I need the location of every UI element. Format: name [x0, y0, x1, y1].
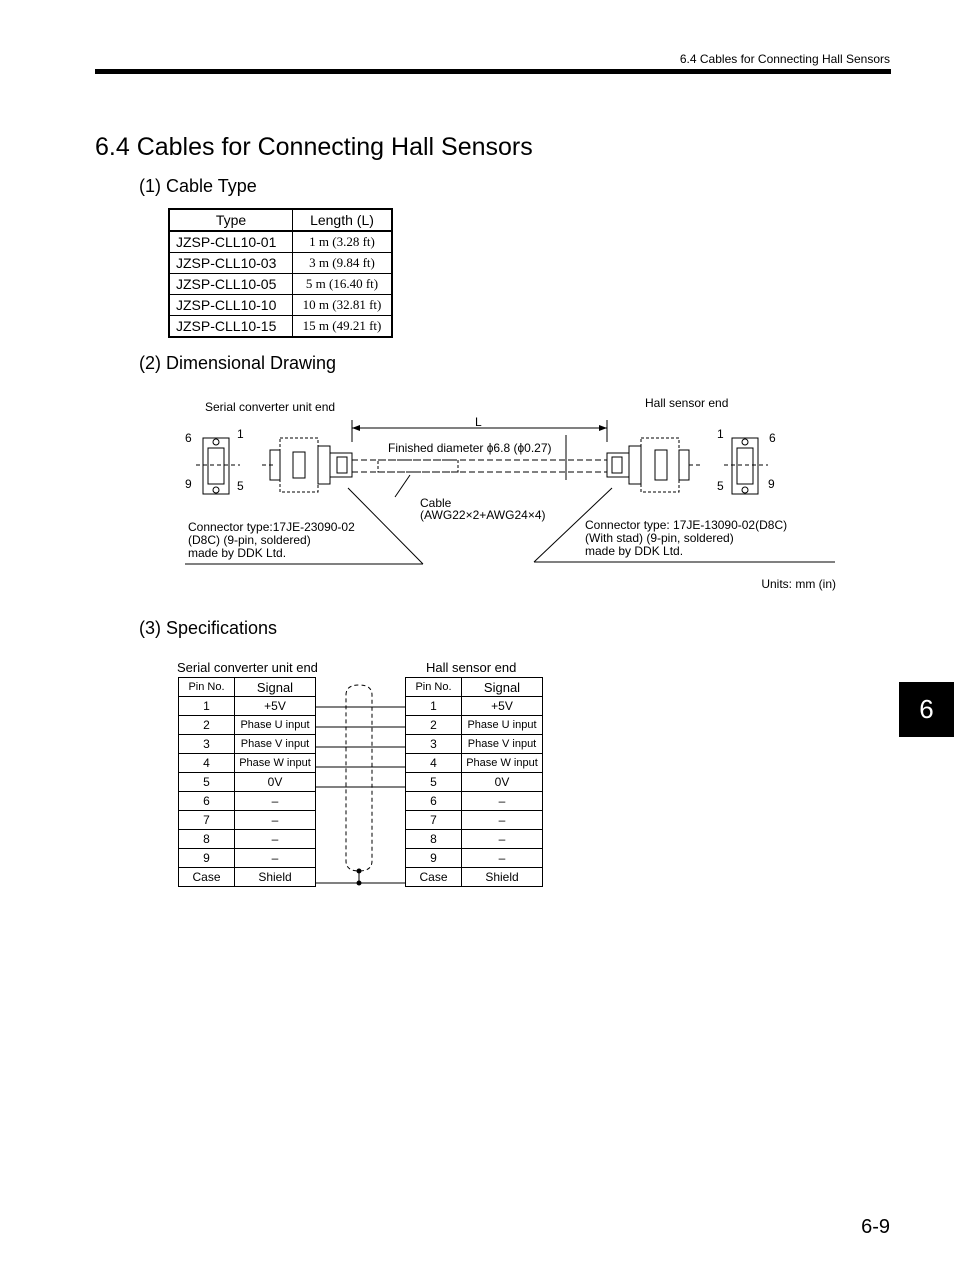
cell-type: JZSP-CLL10-15	[169, 316, 293, 338]
cell-pin: Case	[406, 868, 462, 887]
right-clamp	[612, 457, 622, 473]
cell-signal: +5V	[462, 697, 543, 716]
table-row	[179, 811, 316, 830]
cell-pin: 8	[179, 830, 235, 849]
page-title: 6.4 Cables for Connecting Hall Sensors	[95, 133, 533, 161]
right-shell-window	[655, 450, 667, 480]
table-row	[179, 716, 316, 735]
table-row	[406, 868, 543, 887]
table-row	[179, 849, 316, 868]
pin-label: 1	[717, 427, 724, 441]
cell-length: 1 m (3.28 ft)	[293, 231, 393, 253]
screw-icon	[213, 439, 219, 445]
table-row	[179, 754, 316, 773]
pin-label: 6	[185, 431, 192, 445]
cell-signal: Phase W input	[235, 754, 316, 773]
table-row	[406, 792, 543, 811]
table-row	[179, 773, 316, 792]
diameter-label: Finished diameter ϕ6.8 (ϕ0.27)	[388, 441, 552, 455]
pin-label: 5	[237, 479, 244, 493]
table-row	[406, 716, 543, 735]
table-row	[406, 773, 543, 792]
table-row	[169, 253, 392, 274]
cell-length: 15 m (49.21 ft)	[293, 316, 393, 338]
cable-leader	[395, 475, 410, 497]
left-signal-table	[178, 677, 316, 887]
table-row	[406, 830, 543, 849]
arrow-left	[352, 425, 360, 431]
left-hood	[318, 446, 330, 484]
right-shell-front	[679, 450, 689, 480]
right-connector-label-2: (With stad) (9-pin, soldered)	[585, 531, 734, 545]
cell-signal: –	[235, 830, 316, 849]
table-row	[406, 754, 543, 773]
cell-signal: Phase W input	[462, 754, 543, 773]
screw-icon	[742, 487, 748, 493]
cable-sheath	[378, 460, 458, 472]
section-cable-type: (1) Cable Type	[139, 176, 257, 196]
hall-end-label: Hall sensor end	[645, 396, 729, 410]
right-connector-face	[732, 438, 758, 494]
pin-label: 9	[768, 477, 775, 491]
cell-pin: 6	[179, 792, 235, 811]
cell-pin: 3	[179, 735, 235, 754]
units-label: Units: mm (in)	[761, 577, 836, 591]
left-connector-label-1: Connector type:17JE-23090-02	[188, 520, 355, 534]
cell-pin: 2	[179, 716, 235, 735]
screw-icon	[742, 439, 748, 445]
wiring-diagram	[316, 677, 405, 897]
cell-pin: 6	[406, 792, 462, 811]
cell-type: JZSP-CLL10-03	[169, 253, 293, 274]
junction-dot	[357, 869, 362, 874]
table-row	[406, 735, 543, 754]
chapter-tab: 6	[899, 682, 954, 737]
section-specifications: (3) Specifications	[139, 618, 278, 638]
cell-signal: Phase V input	[235, 735, 316, 754]
cell-signal: 0V	[462, 773, 543, 792]
cell-pin: 4	[179, 754, 235, 773]
table-row	[179, 868, 316, 887]
cable-type-table	[168, 208, 393, 338]
left-connector-face	[203, 438, 229, 494]
cell-pin: 7	[179, 811, 235, 830]
left-pin-block	[208, 448, 224, 484]
cell-pin: 2	[406, 716, 462, 735]
right-connector-label-3: made by DDK Ltd.	[585, 544, 684, 558]
header-signal: Signal	[462, 678, 543, 697]
cell-length: 5 m (16.40 ft)	[293, 274, 393, 295]
table-row	[179, 735, 316, 754]
cell-signal: –	[462, 792, 543, 811]
cell-signal: Phase U input	[235, 716, 316, 735]
cell-type: JZSP-CLL10-10	[169, 295, 293, 316]
running-head: 6.4 Cables for Connecting Hall Sensors	[679, 52, 890, 66]
cell-pin: 1	[406, 697, 462, 716]
table-row	[169, 295, 392, 316]
header-length: Length (L)	[293, 209, 393, 231]
cell-pin: 8	[406, 830, 462, 849]
cell-signal: –	[235, 811, 316, 830]
cell-pin: 1	[179, 697, 235, 716]
cell-pin: 9	[179, 849, 235, 868]
cell-pin: Case	[179, 868, 235, 887]
cell-signal: 0V	[235, 773, 316, 792]
length-label: L	[475, 415, 482, 429]
pin-label: 9	[185, 477, 192, 491]
shield-loop	[346, 685, 372, 871]
table-row	[179, 830, 316, 849]
right-shell	[641, 438, 679, 492]
right-pin-block	[737, 448, 753, 484]
cell-pin: 4	[406, 754, 462, 773]
table-row	[179, 697, 316, 716]
cable-label-2: (AWG22×2+AWG24×4)	[420, 508, 546, 522]
header-type: Type	[169, 209, 293, 231]
cell-signal: Shield	[462, 868, 543, 887]
cell-pin: 5	[179, 773, 235, 792]
pin-label: 1	[237, 427, 244, 441]
table-header-row	[179, 678, 316, 697]
left-clamp	[337, 457, 347, 473]
cell-signal: +5V	[235, 697, 316, 716]
table-row	[406, 849, 543, 868]
cell-signal: –	[235, 792, 316, 811]
table-row	[169, 231, 392, 253]
cell-signal: –	[462, 830, 543, 849]
cell-signal: Shield	[235, 868, 316, 887]
left-callout-leader	[348, 488, 423, 564]
cell-type: JZSP-CLL10-05	[169, 274, 293, 295]
table-row	[406, 697, 543, 716]
spec-right-label: Hall sensor end	[426, 660, 517, 675]
cell-length: 10 m (32.81 ft)	[293, 295, 393, 316]
left-shell-window	[293, 452, 305, 478]
pin-label: 5	[717, 479, 724, 493]
header-rule	[95, 69, 891, 74]
screw-icon	[213, 487, 219, 493]
header-signal: Signal	[235, 678, 316, 697]
left-connector-label-2: (D8C) (9-pin, soldered)	[188, 533, 311, 547]
cell-length: 3 m (9.84 ft)	[293, 253, 393, 274]
left-shell	[280, 438, 318, 492]
dimensional-drawing	[0, 390, 954, 600]
right-hood	[629, 446, 641, 484]
cable-label-1: Cable	[420, 496, 452, 510]
right-connector-label-1: Connector type: 17JE-13090-02(D8C)	[585, 518, 788, 532]
cell-pin: 3	[406, 735, 462, 754]
cell-pin: 9	[406, 849, 462, 868]
cell-type: JZSP-CLL10-01	[169, 231, 293, 253]
cell-signal: Phase V input	[462, 735, 543, 754]
pin-label: 6	[769, 431, 776, 445]
section-drawing: (2) Dimensional Drawing	[139, 353, 337, 373]
table-row	[169, 274, 392, 295]
cell-signal: –	[462, 811, 543, 830]
left-connector-label-3: made by DDK Ltd.	[188, 546, 287, 560]
table-row	[179, 792, 316, 811]
header-pin: Pin No.	[406, 678, 462, 697]
cell-pin: 7	[406, 811, 462, 830]
cell-signal: –	[235, 849, 316, 868]
header-pin: Pin No.	[179, 678, 235, 697]
serial-end-label: Serial converter unit end	[205, 400, 336, 414]
table-header-row	[406, 678, 543, 697]
cell-signal: –	[462, 849, 543, 868]
spec-left-label: Serial converter unit end	[177, 660, 318, 675]
page-number: 6-9	[861, 1216, 890, 1238]
cell-signal: Phase U input	[462, 716, 543, 735]
table-row	[169, 316, 392, 338]
table-row	[406, 811, 543, 830]
right-signal-table	[405, 677, 543, 887]
cell-pin: 5	[406, 773, 462, 792]
arrow-right	[599, 425, 607, 431]
table-header-row	[169, 209, 392, 231]
